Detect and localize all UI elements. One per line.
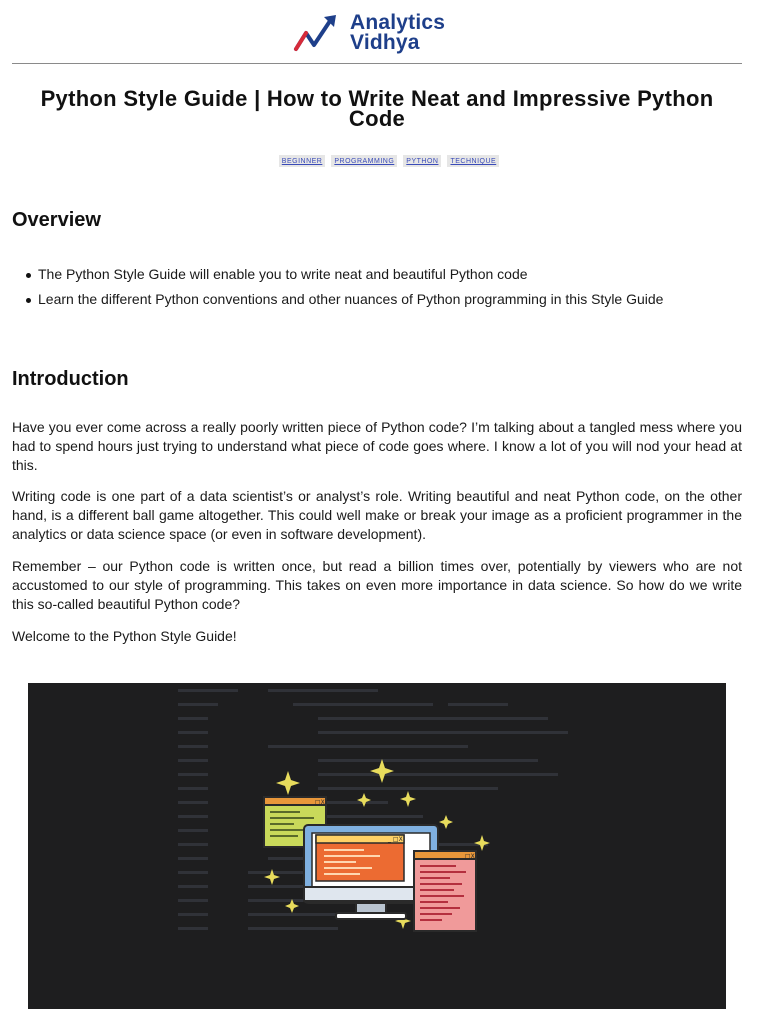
- analytics-vidhya-logo-icon: [292, 11, 348, 55]
- intro-paragraph-3: Remember – our Python code is written once, but read a billion times over, potentially by viewers who are not accustomed to our style of programming. This takes on even more importance in data science. So how do we write this so-called beautiful Python code?: [12, 558, 742, 612]
- tag-link[interactable]: TECHNIQUE: [450, 158, 497, 165]
- list-item: The Python Style Guide will enable you to write neat and beautiful Python code: [12, 262, 752, 287]
- tag-python[interactable]: [403, 155, 441, 167]
- introduction-heading: Introduction: [12, 368, 129, 390]
- tag-link[interactable]: BEGINNER: [281, 158, 323, 165]
- header-divider: [12, 63, 742, 64]
- overview-list: [12, 262, 752, 312]
- intro-paragraph-2: Writing code is one part of a data scientist’s or analyst’s role. Writing beautiful and neat Python code, on the other hand, is a different ball game altogether. This could well make or break your image as a proficient programmer in the analytics or data science space (or even in software development).: [12, 488, 742, 542]
- tag-beginner[interactable]: [279, 155, 326, 167]
- tag-programming[interactable]: [331, 155, 397, 167]
- tag-link[interactable]: PYTHON: [406, 158, 439, 165]
- site-logo[interactable]: [292, 8, 468, 58]
- tag-link[interactable]: PROGRAMMING: [334, 158, 395, 165]
- site-header: [0, 0, 768, 64]
- window-buttons-label: _ □X: [310, 799, 325, 806]
- hero-image: [28, 683, 726, 1009]
- intro-paragraph-1: Have you ever come across a really poorly written piece of Python code? I’m talking about a tangled mess where you had to spend hours just trying to understand what piece of code goes where. I know a lot of you will nod your head at this.: [12, 419, 742, 473]
- article-title: Python Style Guide | How to Write Neat and Impressive Python Code: [40, 86, 714, 131]
- overview-heading: Overview: [12, 209, 101, 231]
- tag-technique[interactable]: [447, 155, 499, 167]
- logo-line-2: Vidhya: [350, 31, 420, 54]
- list-item: Learn the different Python conventions and other nuances of Python programming in this Style Guide: [12, 287, 752, 312]
- window-buttons-label: _ □X: [388, 836, 403, 843]
- tag-list: [0, 155, 768, 167]
- logo-wordmark: [350, 13, 445, 53]
- window-buttons-label: _ □X: [460, 853, 475, 860]
- logo-line-1: Analytics: [350, 11, 446, 34]
- intro-paragraph-4: Welcome to the Python Style Guide!: [12, 628, 237, 644]
- code-illustration-icon: [28, 683, 726, 1009]
